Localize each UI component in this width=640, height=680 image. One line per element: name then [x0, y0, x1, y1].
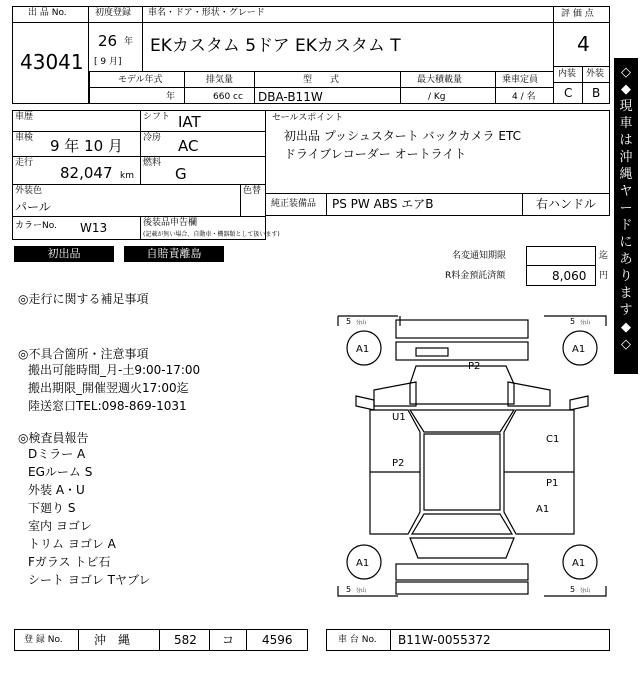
sales-point-line-1: 初出品 プッシュスタート バックカメラ ETC: [284, 129, 521, 143]
interior-grade: C: [564, 86, 573, 100]
report-line: Dミラー A: [28, 447, 86, 461]
banner-diamond-bottom-2: ◇: [621, 337, 631, 352]
banner-char: ー: [619, 201, 633, 216]
mileage-value: 82,047: [60, 164, 113, 182]
shift-value: IAT: [178, 113, 201, 131]
banner-char: 現: [619, 99, 633, 114]
defect-line-2: 搬出期限_開催翌週火17:00迄: [28, 381, 189, 395]
registration-kana: コ: [222, 633, 235, 647]
capacity-value: 4 / 名: [512, 92, 536, 102]
banner-diamond-top-2: ◆: [621, 82, 631, 97]
registration-number: 4596: [262, 633, 293, 647]
first-reg-label: 初度登録: [95, 8, 132, 18]
banner-char: 縄: [619, 167, 633, 182]
banner-diamond-bottom: ◆: [621, 320, 631, 335]
sales-point-label: セールスポイント: [272, 113, 344, 123]
title-label: 車名・ドア・形状・グレード: [148, 8, 265, 18]
genuine-value: PS PW ABS エアB: [332, 197, 434, 211]
mileage-label: 走行: [15, 158, 34, 168]
damage-mark-rl-tire: A1: [356, 558, 370, 569]
inspection-label: 車検: [15, 133, 34, 143]
fuel-value: G: [175, 165, 187, 183]
banner-char: 車: [619, 116, 633, 131]
displacement-label: 排気量: [206, 75, 234, 85]
max-load-label: 最大積載量: [417, 75, 463, 85]
chassis-label: 車 台 No.: [338, 635, 377, 645]
tire-rr-unit: 分山: [580, 588, 591, 594]
tire-fr-unit: 分山: [580, 320, 591, 326]
name-change-label: 名変通知期限: [452, 251, 507, 261]
displacement-value: 660 cc: [213, 92, 243, 102]
registration-region: 沖 縄: [94, 633, 131, 647]
chassis-number: B11W-0055372: [398, 633, 491, 647]
damage-mark-right-front: C1: [546, 434, 560, 445]
recycle-unit: 円: [599, 271, 609, 281]
car-damage-diagram: [334, 314, 610, 600]
fuel-label: 燃料: [143, 158, 162, 168]
steering-value: 右ハンドル: [536, 197, 597, 211]
exterior-label: 外装: [586, 69, 605, 79]
banner-char: は: [619, 133, 633, 148]
banner-char: あ: [619, 252, 633, 267]
ac-value: AC: [178, 137, 199, 155]
max-load-value: / Kg: [428, 92, 446, 102]
report-line: シート ヨゴレ Tヤブレ: [28, 573, 151, 587]
color-no-value: W13: [80, 221, 108, 235]
first-reg-month: [ 9 月]: [94, 57, 122, 67]
inspection-value: 9 年 10 月: [50, 137, 123, 155]
color-change-label: 色替: [243, 186, 262, 196]
ac-label: 冷房: [143, 133, 162, 143]
tire-rl-unit: 分山: [356, 588, 367, 594]
first-reg-year: 26: [98, 32, 118, 50]
defect-line-3: 陸送窓口TEL:098-869-1031: [28, 399, 187, 413]
report-line: Fガラス トビ石: [28, 555, 111, 569]
banner-char: す: [619, 303, 633, 318]
car-name: EKカスタム 5ドア EKカスタム T: [150, 36, 401, 56]
damage-mark-right-lower: A1: [536, 504, 550, 515]
damage-mark-left-rear: P2: [392, 458, 405, 469]
self-insurance-tag: 自賠責離島: [124, 246, 224, 262]
registration-label: 登 録 No.: [24, 635, 63, 645]
model-year-label: モデル年式: [118, 75, 163, 85]
report-line: トリム ヨゴレ A: [28, 537, 116, 551]
report-line: 室内 ヨゴレ: [28, 519, 92, 533]
aftermarket-label: 後装品申告欄: [143, 218, 198, 228]
banner-char: り: [619, 269, 633, 284]
lot-number: 43041: [20, 50, 84, 74]
recycle-label: R料金預託済額: [445, 271, 506, 281]
inspector-title: ◎検査員報告: [18, 431, 89, 445]
score-label: 評 価 点: [561, 9, 594, 19]
report-line: 外装 A・U: [28, 483, 85, 497]
sales-point-line-2: ドライブレコーダー オートライト: [284, 147, 467, 161]
aftermarket-note: (記載が無い場合、自動車・機器類として扱います): [143, 231, 280, 238]
name-change-unit: 迄: [599, 251, 609, 261]
report-line: EGルーム S: [28, 465, 93, 479]
banner-char: ま: [619, 286, 633, 301]
model-year-unit: 年: [166, 92, 176, 102]
tire-fl-unit: 分山: [356, 320, 367, 326]
exterior-color-value: パール: [15, 200, 51, 214]
type-code: DBA-B11W: [258, 90, 323, 104]
damage-mark-hood: P2: [468, 361, 481, 372]
banner-char: ヤ: [619, 184, 633, 199]
capacity-label: 乗車定員: [502, 75, 539, 85]
score-value: 4: [577, 32, 590, 56]
damage-mark-right-rear: P1: [546, 478, 559, 489]
tire-rr-depth: 5: [570, 585, 576, 594]
report-line: 下廻り S: [28, 501, 76, 515]
defects-title: ◎不具合箇所・注意事項: [18, 347, 149, 361]
mileage-unit: km: [120, 171, 134, 181]
registration-class: 582: [174, 633, 197, 647]
exterior-grade: B: [592, 86, 601, 100]
tire-fl-depth: 5: [346, 317, 352, 326]
damage-mark-fl-tire: A1: [356, 344, 370, 355]
banner-diamond-top: ◇: [621, 65, 631, 80]
banner-char: に: [619, 235, 633, 250]
color-no-label: カラーNo.: [15, 221, 57, 231]
damage-mark-left-front: U1: [392, 412, 406, 423]
tire-fr-depth: 5: [570, 317, 576, 326]
exterior-color-label: 外装色: [15, 186, 43, 196]
genuine-label: 純正装備品: [271, 199, 317, 209]
shift-label: シフト: [143, 112, 171, 122]
lot-label: 出 品 No.: [28, 8, 67, 18]
driving-notes-title: ◎走行に関する補足事項: [18, 292, 149, 306]
defect-line-1: 搬出可能時間_月-土9:00-17:00: [28, 363, 201, 377]
damage-mark-fr-tire: A1: [572, 344, 586, 355]
name-change-box: [526, 246, 596, 266]
recycle-amount: 8,060: [552, 269, 587, 283]
interior-label: 内装: [558, 69, 577, 79]
banner-char: 沖: [619, 150, 633, 165]
banner-char: ド: [619, 218, 633, 233]
first-listing-tag: 初出品: [14, 246, 114, 262]
tire-rl-depth: 5: [346, 585, 352, 594]
type-label: 型 式: [303, 75, 340, 85]
damage-mark-rr-tire: A1: [572, 558, 586, 569]
side-banner: [614, 58, 638, 374]
first-reg-year-unit: 年: [124, 37, 134, 47]
history-label: 車歴: [15, 112, 34, 122]
